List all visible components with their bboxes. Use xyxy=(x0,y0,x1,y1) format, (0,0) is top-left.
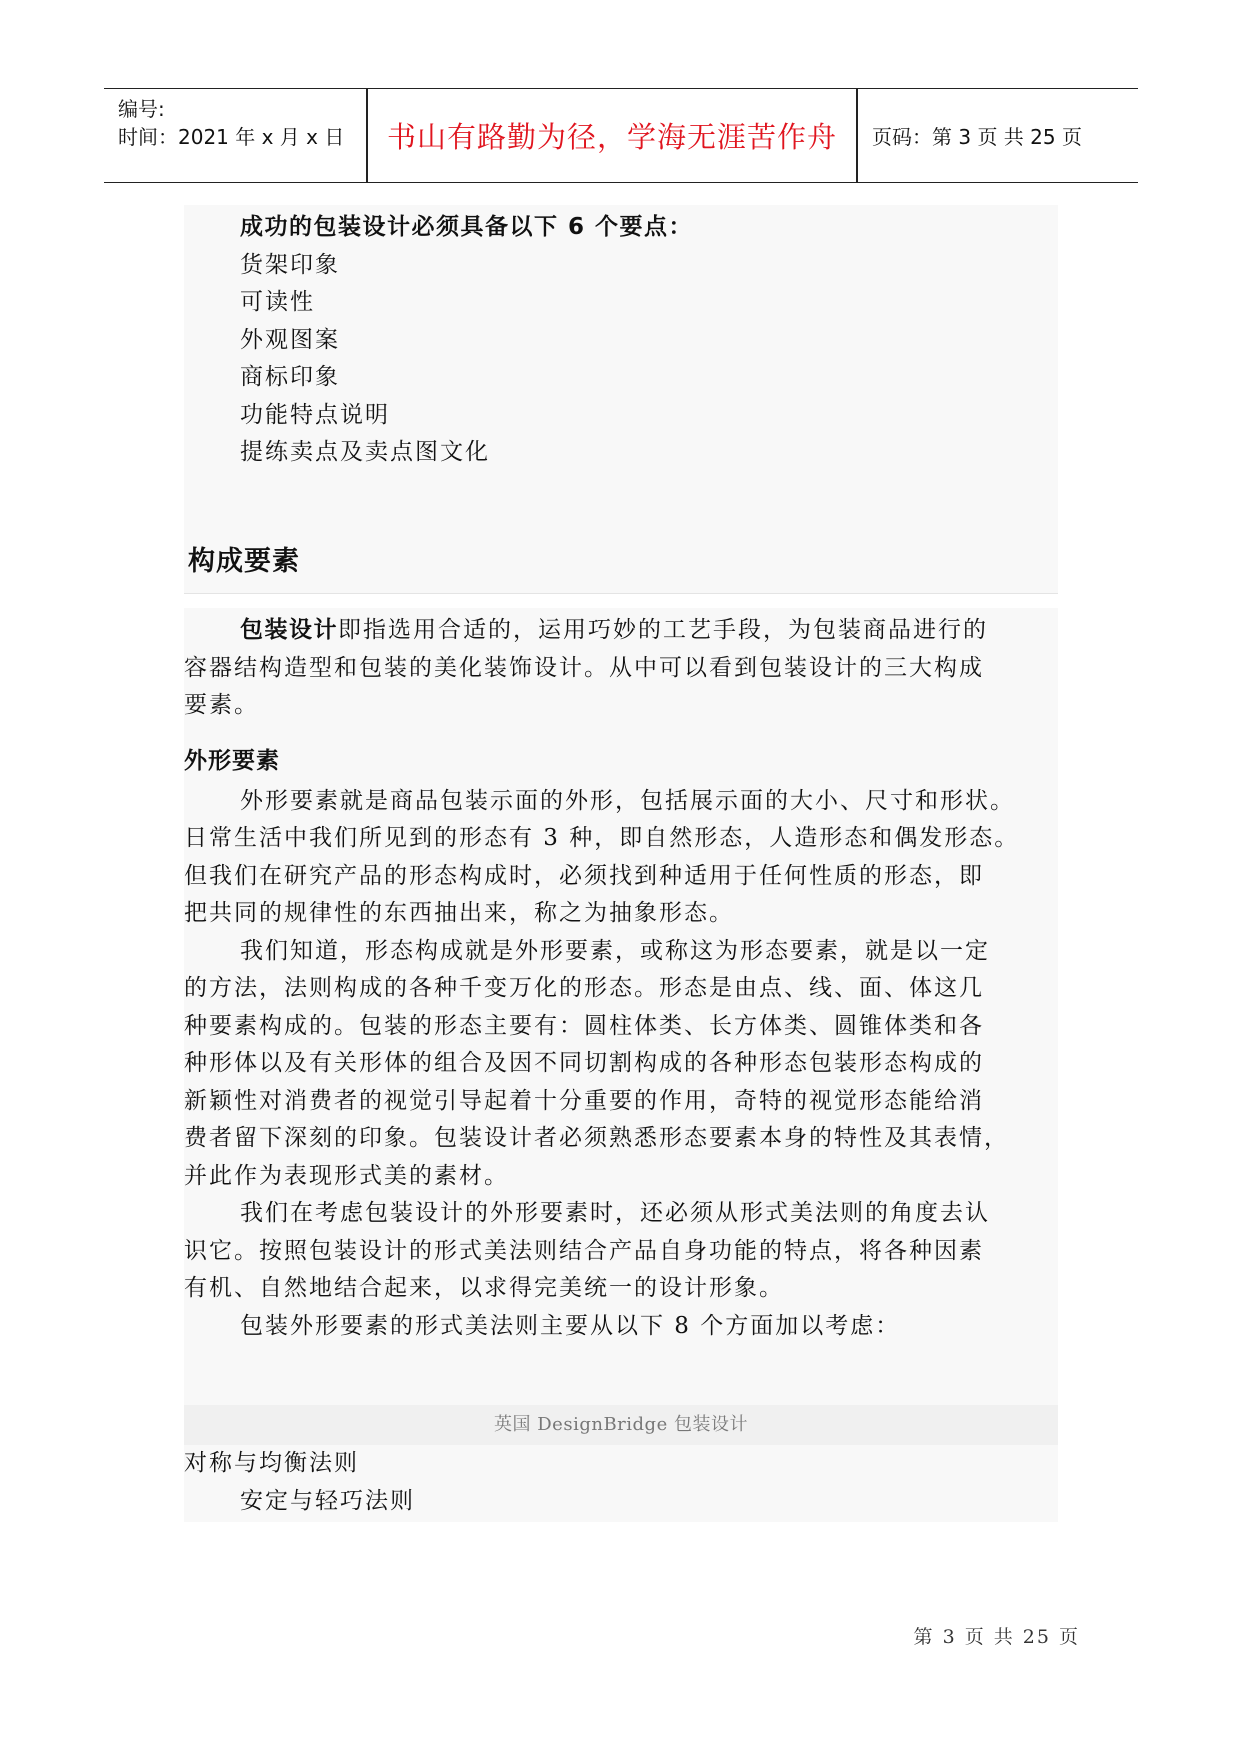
paragraph-line: 种形体以及有关形体的组合及因不同切割构成的各种形态包装形态构成的 xyxy=(184,1050,984,1076)
paragraph-line: 我们知道，形态构成就是外形要素，或称这为形态要素，就是以一定 xyxy=(240,937,990,964)
intro-point: 商标印象 xyxy=(240,364,340,390)
section-title: 构成要素 xyxy=(188,546,300,577)
page-header xyxy=(104,88,1138,183)
paragraph-line: 识它。按照包装设计的形式美法则结合产品自身功能的特点，将各种因素 xyxy=(184,1237,984,1264)
intro-point: 提练卖点及卖点图文化 xyxy=(240,439,490,465)
subsection-title: 外形要素 xyxy=(184,747,280,774)
rule-item: 对称与均衡法则 xyxy=(184,1450,359,1476)
header-meta xyxy=(118,89,366,182)
paragraph-line: 但我们在研究产品的形态构成时，必须找到种适用于任何性质的形态，即 xyxy=(184,862,984,889)
document-body xyxy=(184,205,1058,1522)
doc-time-label: 时间：2021 年 x 月 x 日 xyxy=(118,125,345,149)
paragraph-line: 包装外形要素的形式美法则主要从以下 8 个方面加以考虑： xyxy=(240,1312,901,1339)
paragraph-line: 有机、自然地结合起来，以求得完美统一的设计形象。 xyxy=(184,1275,784,1301)
paragraph-line: 并此作为表现形式美的素材。 xyxy=(184,1162,509,1189)
subsection-block xyxy=(184,735,1058,1446)
rules-block xyxy=(184,1445,1058,1522)
paragraph-line: 日常生活中我们所见到的形态有 3 种，即自然形态，人造形态和偶发形态。 xyxy=(184,825,1020,851)
paragraph-line: 费者留下深刻的印象。包装设计者必须熟悉形态要素本身的特性及其表情， xyxy=(184,1125,1009,1151)
rule-item: 安定与轻巧法则 xyxy=(240,1487,415,1514)
paragraph-line: 把共同的规律性的东西抽出来，称之为抽象形态。 xyxy=(184,900,734,926)
intro-point: 功能特点说明 xyxy=(240,401,390,428)
paragraph-line: 容器结构造型和包装的美化装饰设计。从中可以看到包装设计的三大构成 xyxy=(184,654,984,681)
intro-point: 外观图案 xyxy=(240,326,340,353)
paragraph-line: 种要素构成的。包装的形态主要有：圆柱体类、长方体类、圆锥体类和各 xyxy=(184,1012,984,1039)
intro-heading: 成功的包装设计必须具备以下 6 个要点： xyxy=(240,214,694,240)
section-intro-block xyxy=(184,608,1058,735)
image-placeholder xyxy=(184,1345,1058,1405)
intro-point: 货架印象 xyxy=(240,251,340,278)
paragraph-line: 外形要素就是商品包装示面的外形，包括展示面的大小、尺寸和形状。 xyxy=(240,787,1015,814)
paragraph-line: 要素。 xyxy=(184,692,259,718)
paragraph-line xyxy=(184,612,1058,650)
paragraph-text: 即指选用合适的，运用巧妙的工艺手段，为包装商品进行的 xyxy=(338,617,988,643)
paragraph-line: 的方法，法则构成的各种千变万化的形态。形态是由点、线、面、体这几 xyxy=(184,975,984,1001)
paragraph-line: 新颖性对消费者的视觉引导起着十分重要的作用，奇特的视觉形态能给消 xyxy=(184,1087,984,1114)
header-motto: 书山有路勤为径，学海无涯苦作舟 xyxy=(386,120,837,154)
intro-block xyxy=(184,205,1058,515)
header-page-label: 页码：第 3 页 共 25 页 xyxy=(872,125,1082,149)
paragraph-line: 我们在考虑包装设计的外形要素时，还必须从形式美法则的角度去认 xyxy=(240,1200,990,1226)
term-bold: 包装设计 xyxy=(240,617,338,643)
section-title-block xyxy=(184,515,1058,594)
doc-number-label: 编号: xyxy=(118,97,165,121)
intro-point: 可读性 xyxy=(240,289,315,315)
image-caption: 英国 DesignBridge 包装设计 xyxy=(184,1405,1058,1445)
page-footer: 第 3 页 共 25 页 xyxy=(913,1626,1080,1648)
